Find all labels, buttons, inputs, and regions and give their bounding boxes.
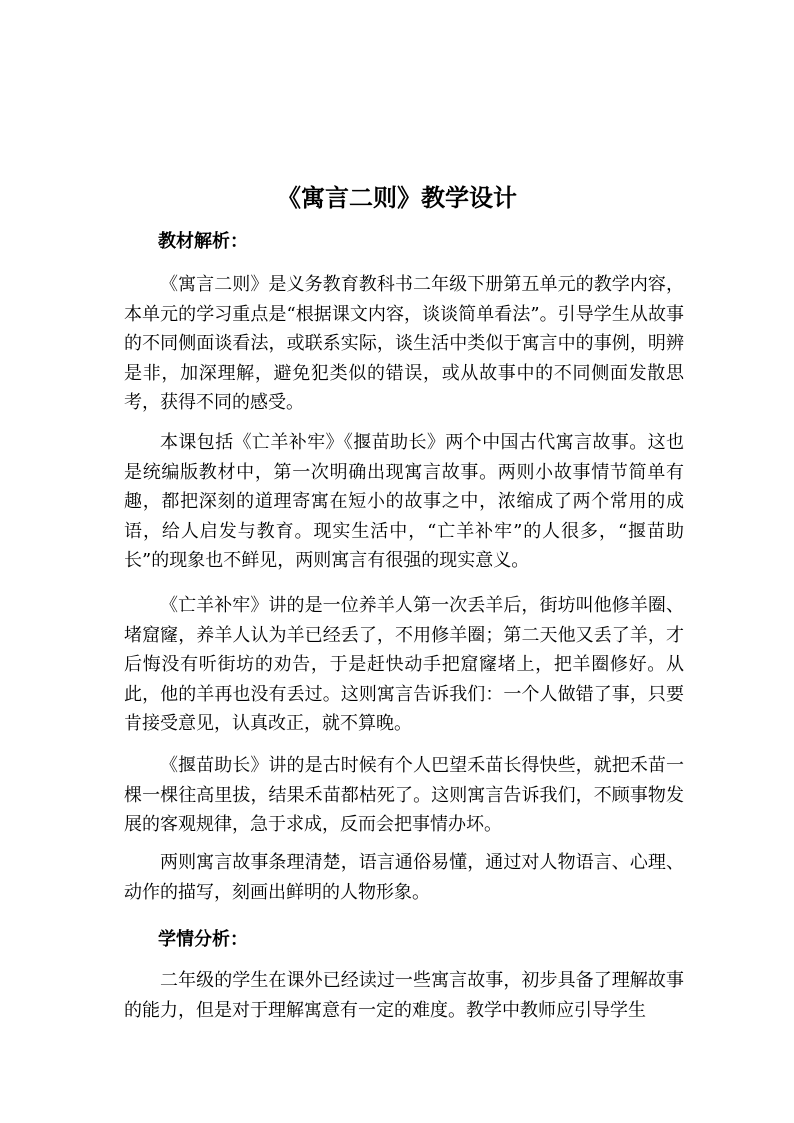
section-heading-student-analysis: 学情分析：: [158, 929, 248, 950]
page-title: 《寓言二则》教学设计: [277, 183, 517, 212]
section-heading-textbook-analysis: 教材解析：: [158, 231, 248, 252]
paragraph-ya-miao-zhu-zhang: 《揠苗助长》讲的是古时候有个人巴望禾苗长得快些，就把禾苗一棵一棵往高里拔，结果禾苗都枯死了。这则寓言告诉我们，不顾事物发展的客观规律，急于求成，反而会把事情办坏。: [124, 755, 684, 835]
paragraph-story-features: 两则寓言故事条理清楚，语言通俗易懂，通过对人物语言、心理、动作的描写，刻画出鲜明的人物形象。: [124, 852, 684, 903]
paragraph-unit-overview: 《寓言二则》是义务教育教科书二年级下册第五单元的教学内容，本单元的学习重点是“根据课文内容，谈谈简单看法”。引导学生从故事的不同侧面谈看法，或联系实际，谈生活中类似于寓言中的事例，明辨是非，加深理解，避免犯类似的错误，或从故事中的不同侧面发散思考，获得不同的感受。: [124, 274, 684, 413]
paragraph-lesson-content: 本课包括《亡羊补牢》《揠苗助长》两个中国古代寓言故事。这也是统编版教材中，第一次明确出现寓言故事。两则小故事情节简单有趣，都把深刻的道理寄寓在短小的故事之中，浓缩成了两个常用的成语，给人启发与教育。现实生活中，“亡羊补牢”的人很多，“揠苗助长”的现象也不鲜见，两则寓言有很强的现实意义。: [124, 432, 684, 571]
paragraph-student-background: 二年级的学生在课外已经读过一些寓言故事，初步具备了理解故事的能力，但是对于理解寓意有一定的难度。教学中教师应引导学生: [124, 970, 684, 1021]
paragraph-wang-yang-bu-lao: 《亡羊补牢》讲的是一位养羊人第一次丢羊后，街坊叫他修羊圈、堵窟窿，养羊人认为羊已经丢了，不用修羊圈；第二天他又丢了羊，才后悔没有听街坊的劝告，于是赶快动手把窟窿堵上，把羊圈修好。从此，他的羊再也没有丢过。这则寓言告诉我们：一个人做错了事，只要肯接受意见，认真改正，就不算晚。: [124, 595, 684, 734]
